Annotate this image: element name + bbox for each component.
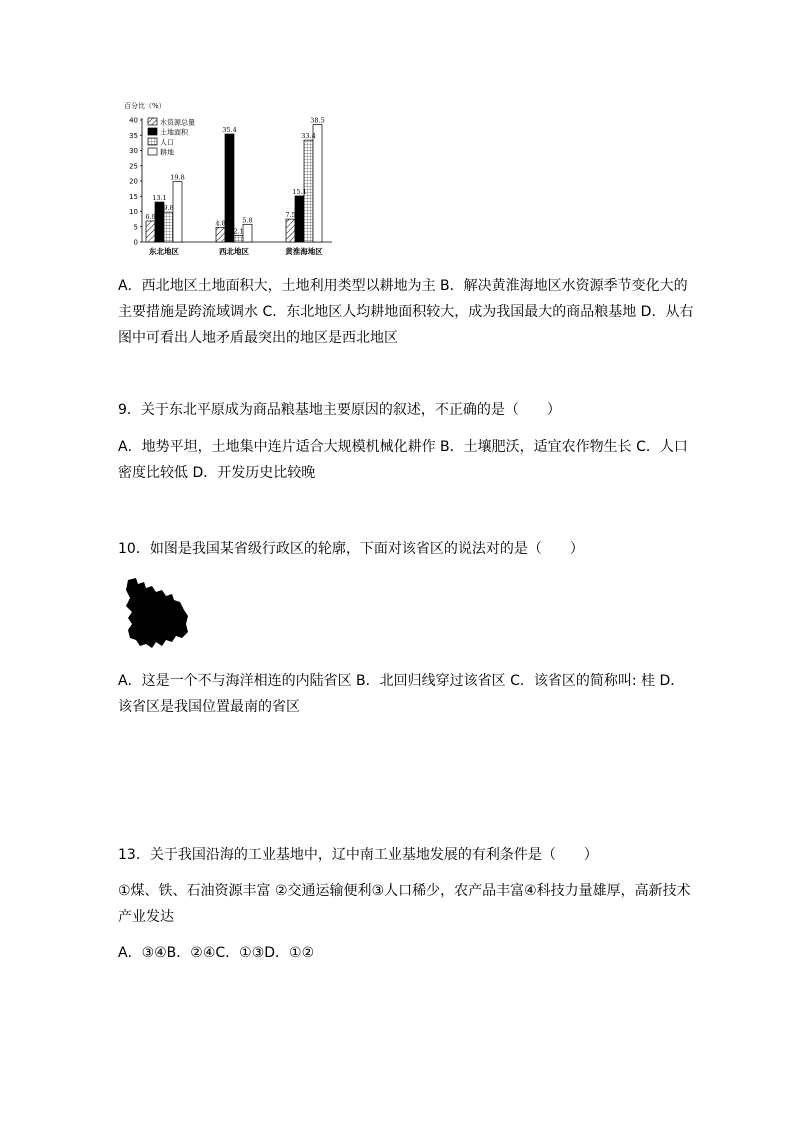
- x-tick-label: 东北地区: [149, 247, 179, 256]
- bar-chart-svg: [118, 96, 338, 266]
- bar: [295, 196, 304, 242]
- province-outline-shape: [122, 576, 192, 652]
- bar: [164, 212, 173, 242]
- bar: [216, 227, 225, 242]
- legend-label: 土地面积: [160, 128, 188, 137]
- q13-options: A．③④B．②④C．①③D．①②: [118, 945, 315, 961]
- bar: [234, 236, 243, 242]
- y-tick-label: 5: [133, 223, 138, 232]
- legend-label: 人口: [160, 138, 174, 147]
- bar-value-label: 2.1: [233, 227, 244, 236]
- legend: [148, 118, 195, 157]
- legend-label: 耕地: [160, 148, 174, 157]
- y-tick-label: 40: [129, 116, 138, 125]
- bar-value-label: 9.8: [163, 204, 174, 213]
- y-tick-label: 15: [129, 192, 138, 201]
- bar-value-label: 5.8: [242, 216, 253, 225]
- q8-options: A．西北地区土地面积大，土地利用类型以耕地为主 B．解决黄淮海地区水资源季节变化大的主要措施是跨流域调水 C．东北地区人均耕地面积较大，成为我国最大的商品粮基地 D．从右图中可看出人地矛盾最突出的地区是西北地区: [118, 278, 694, 346]
- x-tick-label: 黄淮海地区: [285, 247, 323, 256]
- bar-value-label: 38.5: [310, 116, 325, 125]
- bar-chart: [118, 96, 338, 266]
- x-tick-label: 西北地区: [219, 247, 249, 256]
- legend-swatch: [148, 118, 157, 125]
- y-tick-label: 30: [129, 147, 138, 155]
- bar-value-label: 19.8: [170, 173, 185, 182]
- legend-swatch: [148, 148, 157, 155]
- q13-stem: 13．关于我国沿海的工业基地中，辽中南工业基地发展的有利条件是（ ）: [118, 847, 598, 863]
- q10-stem: 10．如图是我国某省级行政区的轮廓，下面对该省区的说法对的是（ ）: [118, 541, 584, 557]
- bar-value-label: 4.8: [215, 219, 226, 228]
- q13-conditions: ①煤、铁、石油资源丰富 ②交通运输便利③人口稀少，农产品丰富④科技力量雄厚，高新技术产业发达: [118, 883, 691, 925]
- y-tick-label: 25: [129, 162, 138, 171]
- y-tick-label: 0: [133, 238, 138, 247]
- y-tick-label: 10: [129, 208, 138, 216]
- bar-value-label: 7.5: [285, 211, 296, 220]
- y-axis-label: 百分比（%）: [124, 102, 166, 110]
- bar-value-label: 13.1: [152, 194, 167, 203]
- bar-value-label: 15.1: [292, 187, 307, 196]
- bar: [286, 219, 295, 242]
- bar: [173, 182, 182, 242]
- province-outline-map: [122, 576, 192, 652]
- bar: [243, 224, 252, 242]
- bar-value-label: 35.4: [222, 126, 237, 135]
- y-tick-label: 20: [129, 177, 138, 186]
- bar-value-label: 6.9: [145, 212, 156, 221]
- x-axis-labels: [149, 246, 323, 256]
- y-tick-label: 35: [129, 131, 138, 140]
- bar-value-label: 33.4: [301, 132, 316, 141]
- legend-label: 水资源总量: [160, 118, 195, 127]
- bar: [225, 134, 234, 242]
- bar: [313, 125, 322, 242]
- q9-stem: 9．关于东北平原成为商品粮基地主要原因的叙述，不正确的是（ ）: [118, 402, 561, 418]
- bar: [146, 221, 155, 242]
- legend-swatch: [148, 138, 157, 145]
- q10-options: A．这是一个不与海洋相连的内陆省区 B．北回归线穿过该省区 C．该省区的简称叫: 桂 D．该省区是我国位置最南的省区: [118, 673, 685, 715]
- legend-swatch: [148, 128, 157, 135]
- q9-options: A．地势平坦，土地集中连片适合大规模机械化耕作 B．土壤肥沃，适宜农作物生长 C．人口密度比较低 D．开发历史比较晚: [118, 439, 688, 481]
